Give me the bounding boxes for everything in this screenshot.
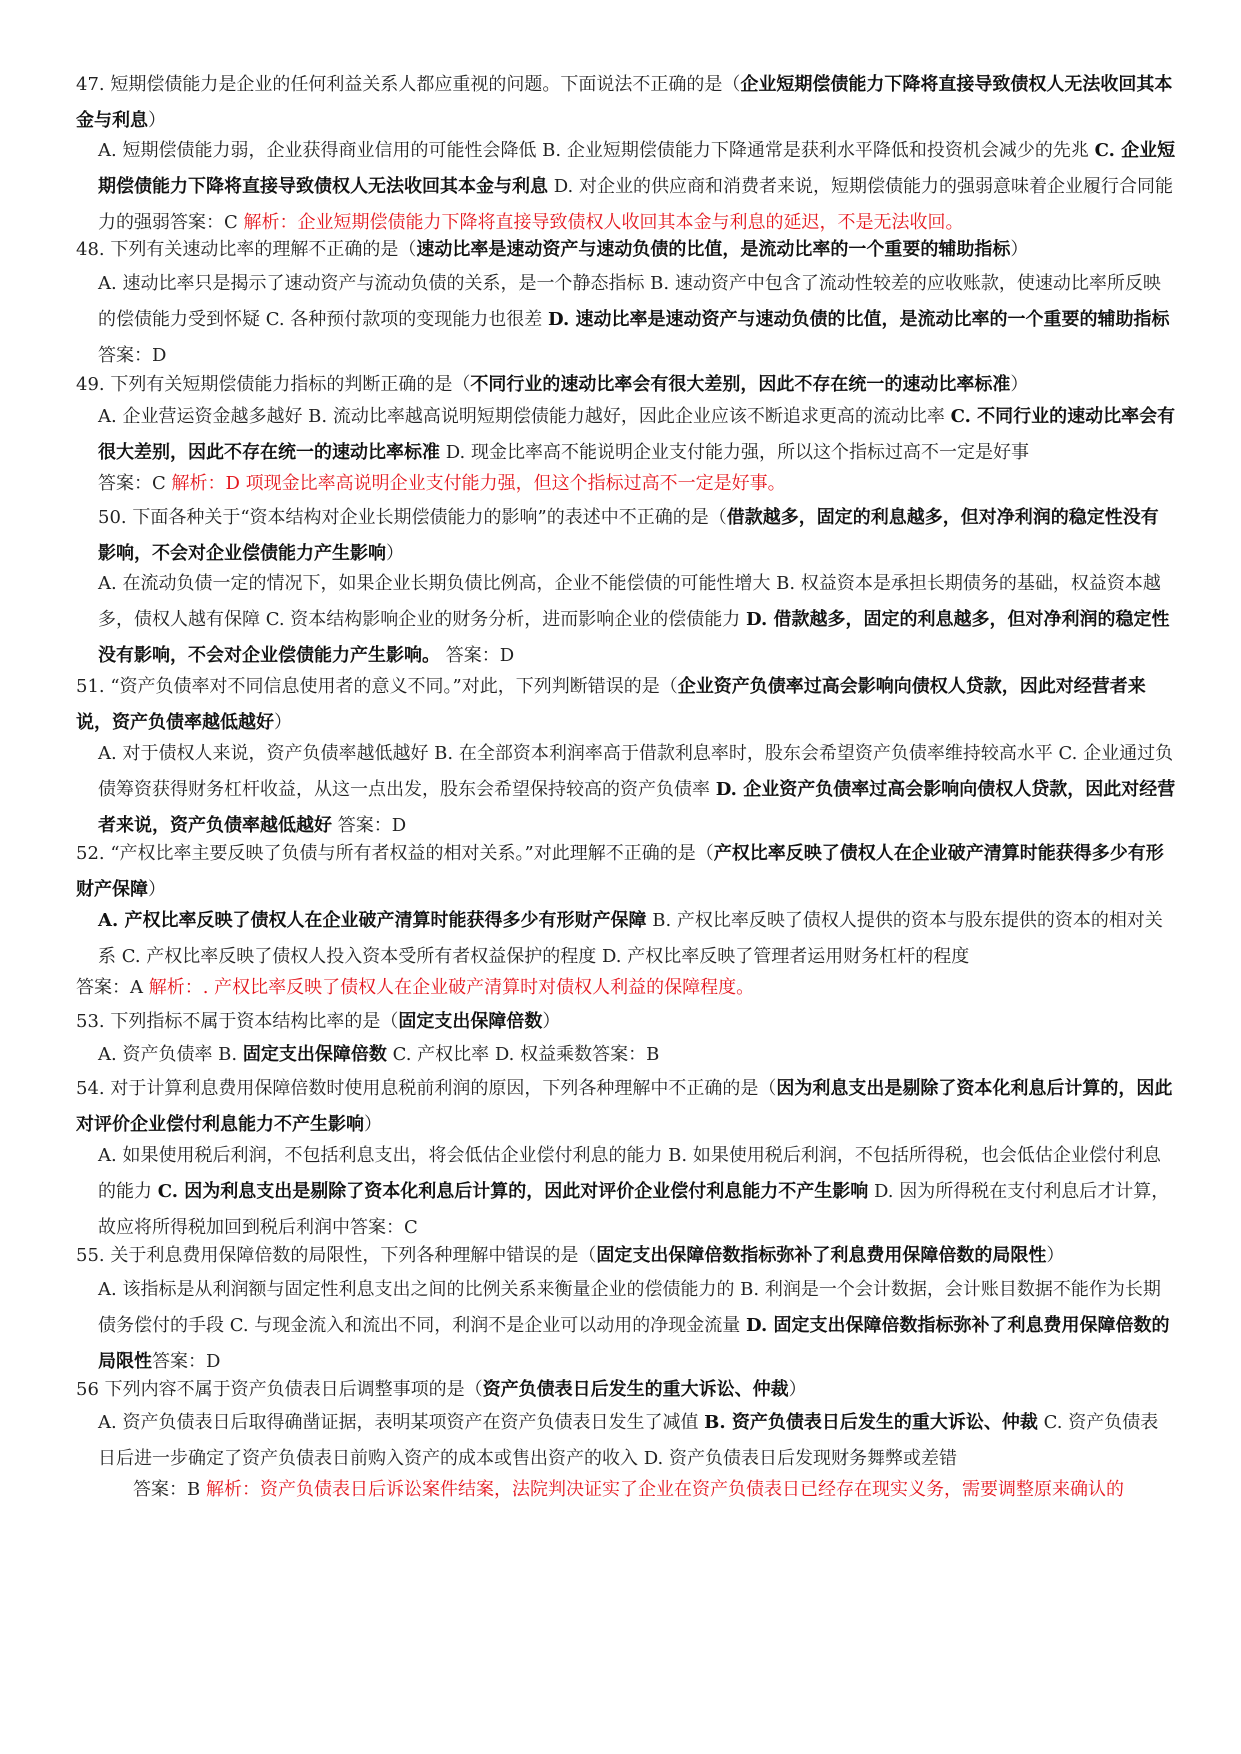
analysis-text: 解析：D 项现金比率高说明企业支付能力强，但这个指标过高不一定是好事。 xyxy=(171,473,786,494)
options-text: A. 资产负债表日后取得确凿证据，表明某项资产在资产负债表日发生了减值 xyxy=(98,1412,705,1433)
correct-option: C. 企业短期偿债能力下降将直接导致债权人无法收回其本金与利息 xyxy=(98,140,1176,197)
correct-option: C. 因为利息支出是剔除了资本化利息后计算的，因此对评价企业偿付利息能力不产生影响 xyxy=(157,1181,869,1202)
options-text: A. 如果使用税后利润，不包括利息支出，将会低估企业偿付利息的能力 B. 如果使用税后利润，不包括所得税，也会低估企业偿付利息的能力 xyxy=(98,1145,1161,1202)
options-53 xyxy=(98,1037,1176,1073)
options-50 xyxy=(98,566,1176,674)
question-text-end: ） xyxy=(1010,239,1029,260)
question-answer-highlight: 企业资产负债率过高会影响向债权人贷款，因此对经营者来说，资产负债率越低越好 xyxy=(76,676,1146,733)
question-53 xyxy=(76,1004,1176,1040)
correct-option: D. 企业资产负债率过高会影响向债权人贷款，因此对经营者来说，资产负债率越低越好 xyxy=(98,779,1176,836)
correct-option: A. 产权比率反映了债权人在企业破产清算时能获得多少有形财产保障 xyxy=(98,910,647,931)
question-text: 49. 下列有关短期偿债能力指标的判断正确的是（ xyxy=(76,374,471,395)
options-text-end: 答案：D xyxy=(152,1351,221,1372)
question-55 xyxy=(76,1238,1176,1274)
question-text: 51. “资产负债率对不同信息使用者的意义不同。”对此，下列判断错误的是（ xyxy=(76,676,678,697)
correct-option: B. 资产负债表日后发生的重大诉讼、仲裁 xyxy=(704,1412,1038,1433)
question-text: 50. 下面各种关于“资本结构对企业长期偿债能力的影响”的表述中不正确的是（ xyxy=(98,507,727,528)
correct-option: D. 固定支出保障倍数指标弥补了利息费用保障倍数的局限性 xyxy=(98,1315,1170,1372)
options-49 xyxy=(98,399,1176,471)
answer-49 xyxy=(98,466,1176,502)
question-text: 48. 下列有关速动比率的理解不正确的是（ xyxy=(76,239,417,260)
question-answer-highlight: 因为利息支出是剔除了资本化利息后计算的，因此对评价企业偿付利息能力不产生影响 xyxy=(76,1078,1173,1135)
question-52 xyxy=(76,836,1176,908)
options-text-end: D. 因为所得税在支付利息后才计算，故应将所得税加回到税后利润中答案：C xyxy=(98,1181,1170,1238)
options-text: A. 在流动负债一定的情况下，如果企业长期负债比例高，企业不能偿债的可能性增大 B. 权益资本是承担长期债务的基础，权益资本越多，债权人越有保障 C. 资本结构影响企业的财务分析，进而影响企业的偿债能力 xyxy=(98,573,1161,630)
options-47 xyxy=(98,133,1176,241)
question-answer-highlight: 产权比率反映了债权人在企业破产清算时能获得多少有形财产保障 xyxy=(76,843,1164,900)
question-47 xyxy=(76,67,1176,139)
correct-option: 固定支出保障倍数 xyxy=(242,1044,387,1065)
question-text-end: ） xyxy=(274,712,292,733)
question-text: 55. 关于利息费用保障倍数的局限性，下列各种理解中错误的是（ xyxy=(76,1245,597,1266)
question-text-end: ） xyxy=(386,543,404,564)
options-text-end: C. 资产负债表日后进一步确定了资产负债表日前购入资产的成本或售出资产的收入 D. 资产负债表日后发现财务舞弊或差错 xyxy=(98,1412,1159,1469)
question-text-end: ） xyxy=(542,1011,561,1032)
correct-option: D. 速动比率是速动资产与速动负债的比值，是流动比率的一个重要的辅助指标 xyxy=(548,309,1170,330)
options-52 xyxy=(98,903,1176,975)
options-text-end: D. 现金比率高不能说明企业支付能力强，所以这个指标过高不一定是好事 xyxy=(440,442,1029,463)
question-answer-highlight: 资产负债表日后发生的重大诉讼、仲裁 xyxy=(482,1379,789,1400)
answer-text: 答案：C xyxy=(98,473,172,494)
options-text: A. 对于债权人来说，资产负债率越低越好 B. 在全部资本利润率高于借款利息率时，股东会希望资产负债率维持较高水平 C. 企业通过负债筹资获得财务杠杆收益，从这一点出发，股东会希望保持较高的资产负债率 xyxy=(98,743,1174,800)
question-49 xyxy=(76,367,1176,403)
question-answer-highlight: 企业短期偿债能力下降将直接导致债权人无法收回其本金与利息 xyxy=(76,74,1173,131)
correct-option: C. 不同行业的速动比率会有很大差别，因此不存在统一的速动比率标准 xyxy=(98,406,1176,463)
options-55 xyxy=(98,1272,1176,1380)
question-answer-highlight: 借款越多，固定的利息越多，但对净利润的稳定性没有影响，不会对企业偿债能力产生影响 xyxy=(98,507,1159,564)
analysis-text: 解析：资产负债表日后诉讼案件结案，法院判决证实了企业在资产负债表日已经存在现实义务，需要调整原来确认的 xyxy=(205,1479,1124,1500)
options-48 xyxy=(98,266,1176,374)
answer-text: 答案：B xyxy=(133,1479,206,1500)
question-text-end: ） xyxy=(148,110,166,131)
options-text: A. 该指标是从利润额与固定性利息支出之间的比例关系来衡量企业的偿债能力的 B. 利润是一个会计数据，会计账目数据不能作为长期债务偿付的手段 C. 与现金流入和流出不同，利润不是企业可以动用的净现金流量 xyxy=(98,1279,1161,1336)
question-answer-highlight: 速动比率是速动资产与速动负债的比值，是流动比率的一个重要的辅助指标 xyxy=(416,239,1011,260)
options-56 xyxy=(98,1405,1176,1477)
question-text: 54. 对于计算利息费用保障倍数时使用息税前利润的原因，下列各种理解中不正确的是（ xyxy=(76,1078,777,1099)
correct-option: D. 借款越多，固定的利息越多，但对净利润的稳定性没有影响，不会对企业偿债能力产生影响。 xyxy=(98,609,1170,666)
question-56 xyxy=(76,1372,1176,1408)
options-51 xyxy=(98,736,1176,844)
question-answer-highlight: 固定支出保障倍数 xyxy=(398,1011,543,1032)
question-text-end: ） xyxy=(1046,1245,1065,1266)
options-text-end: 答案：D xyxy=(332,815,407,836)
options-text: A. 短期偿债能力弱，企业获得商业信用的可能性会降低 B. 企业短期偿债能力下降通常是获利水平降低和投资机会减少的先兆 xyxy=(98,140,1095,161)
question-text: 56 下列内容不属于资产负债表日后调整事项的是（ xyxy=(76,1379,483,1400)
options-text: A. 资产负债率 B. xyxy=(98,1044,243,1065)
question-50 xyxy=(98,500,1176,572)
question-answer-highlight: 不同行业的速动比率会有很大差别，因此不存在统一的速动比率标准 xyxy=(470,374,1011,395)
question-text: 53. 下列指标不属于资本结构比率的是（ xyxy=(76,1011,399,1032)
question-text-end: ） xyxy=(364,1114,382,1135)
question-text-end: ） xyxy=(1010,374,1029,395)
options-text-end: C. 产权比率 D. 权益乘数答案：B xyxy=(386,1044,660,1065)
options-54 xyxy=(98,1138,1176,1246)
question-51 xyxy=(76,669,1176,741)
question-48 xyxy=(76,232,1176,268)
options-text-end: B. 产权比率反映了债权人提供的资本与股东提供的资本的相对关系 C. 产权比率反映了债权人投入资本受所有者权益保护的程度 D. 产权比率反映了管理者运用财务杠杆的程度 xyxy=(98,910,1163,967)
options-text-end: 答案：D xyxy=(98,345,167,366)
question-54 xyxy=(76,1071,1176,1143)
question-text-end: ） xyxy=(148,879,166,900)
answer-52 xyxy=(76,970,1176,1006)
question-text-end: ） xyxy=(788,1379,807,1400)
options-text: A. 企业营运资金越多越好 B. 流动比率越高说明短期偿债能力越好，因此企业应该不断追求更高的流动比率 xyxy=(98,406,951,427)
answer-56 xyxy=(133,1472,1176,1508)
analysis-text: 解析：. 产权比率反映了债权人在企业破产清算时对债权人利益的保障程度。 xyxy=(148,977,755,998)
answer-text: 答案：A xyxy=(76,977,149,998)
options-text: A. 速动比率只是揭示了速动资产与流动负债的关系，是一个静态指标 B. 速动资产中包含了流动性较差的应收账款，使速动比率所反映的偿债能力受到怀疑 C. 各种预付款项的变现能力也很差 xyxy=(98,273,1161,330)
analysis-text: 解析：企业短期偿债能力下降将直接导致债权人收回其本金与利息的延迟，不是无法收回。 xyxy=(243,212,964,233)
question-answer-highlight: 固定支出保障倍数指标弥补了利息费用保障倍数的局限性 xyxy=(596,1245,1047,1266)
question-text: 47. 短期偿债能力是企业的任何利益关系人都应重视的问题。下面说法不正确的是（ xyxy=(76,74,741,95)
options-text-end: D. 对企业的供应商和消费者来说，短期偿债能力的强弱意味着企业履行合同能力的强弱答案：C xyxy=(98,176,1173,233)
question-text: 52. “产权比率主要反映了负债与所有者权益的相对关系。”对此理解不正确的是（ xyxy=(76,843,714,864)
options-text-end: 答案：D xyxy=(440,645,515,666)
